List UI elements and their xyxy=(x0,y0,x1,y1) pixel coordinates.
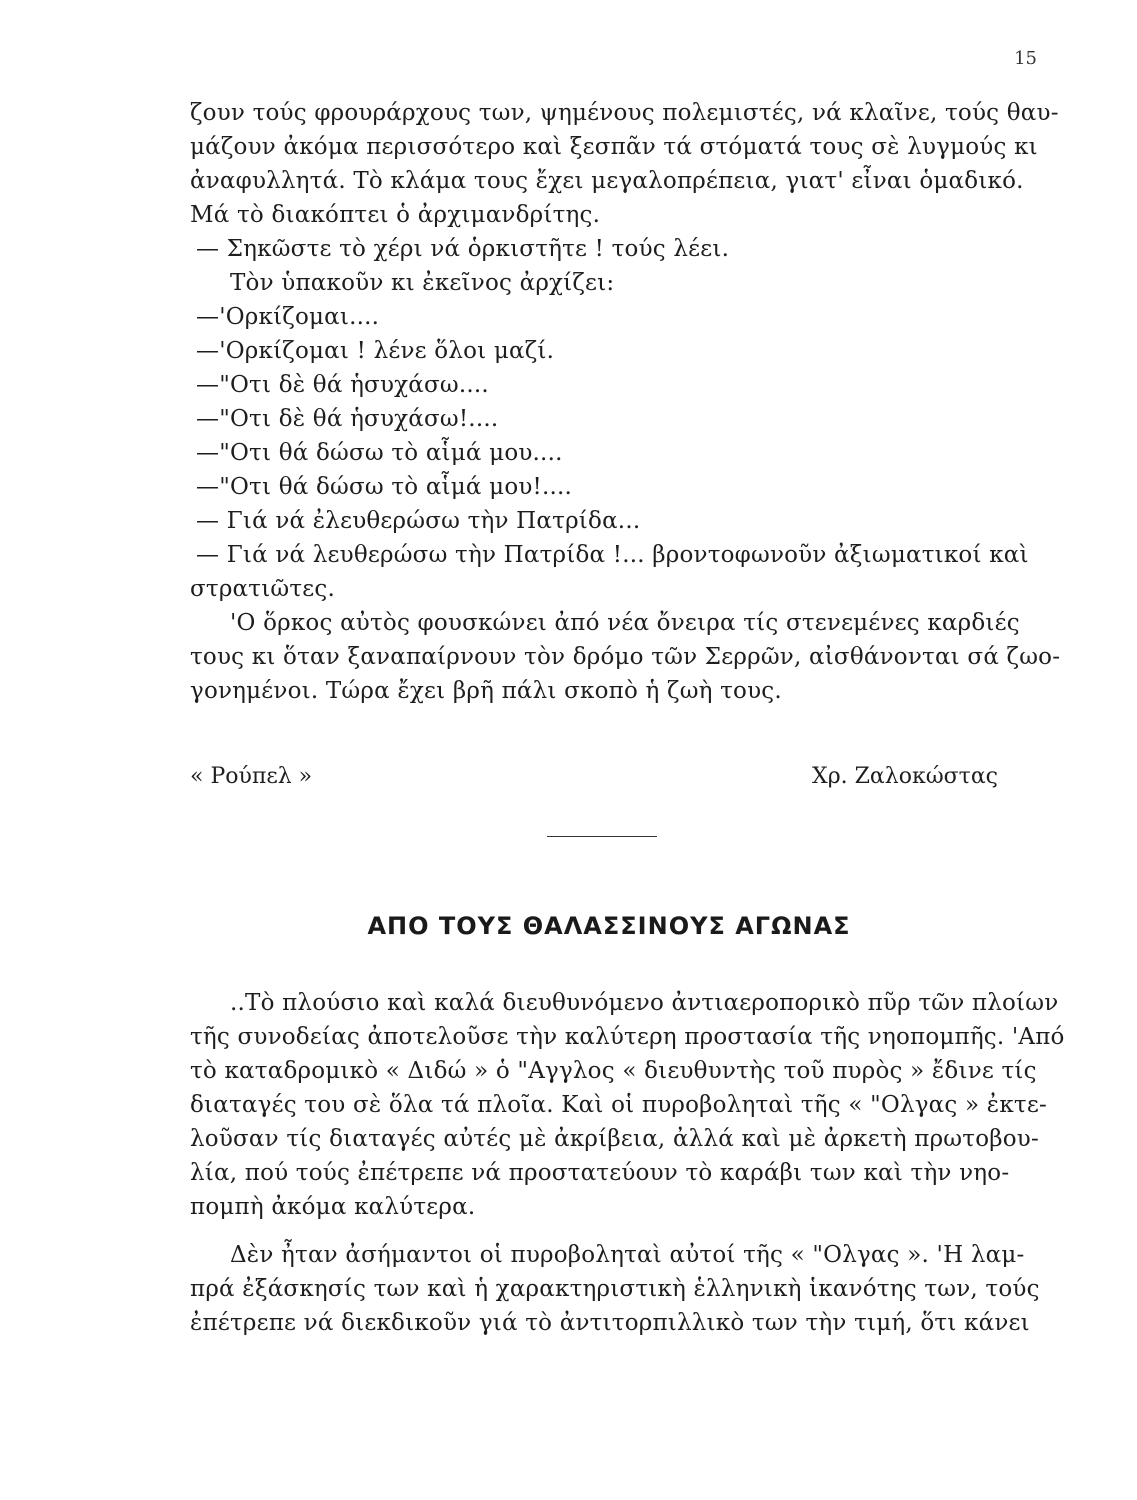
text-line: μάζουν ἀκόμα περισσότερο καὶ ξεσπᾶν τά στόματά τους σὲ λυγμούς κι xyxy=(190,134,1038,160)
text-line: ἐπέτρεπε νά διεκδικοῦν γιά τὸ ἀντιτορπιλλικὸ των τὴν τιμή, ὅτι κάνει xyxy=(190,1310,1030,1336)
page-number: 15 xyxy=(1014,48,1037,69)
text-line: λία, πού τούς ἐπέτρεπε νά προστατεύουν τὸ καράβι των καὶ τὴν νηο- xyxy=(190,1160,1010,1186)
text-line: —"Οτι δὲ θά ἡσυχάσω.... xyxy=(196,372,489,398)
text-line: πομπὴ ἀκόμα καλύτερα. xyxy=(190,1194,476,1220)
text-line: —"Οτι δὲ θά ἡσυχάσω!.... xyxy=(196,406,499,432)
text-line: ..Τὸ πλούσιο καὶ καλά διευθυνόμενο ἀντιαεροπορικὸ πῦρ τῶν πλοίων xyxy=(230,990,1059,1016)
section-title: ΑΠΟ ΤΟΥΣ ΘΑΛΑΣΣΙΝΟΥΣ ΑΓΩΝΑΣ xyxy=(367,912,851,940)
text-line: τὸ καταδρομικὸ « Διδώ » ὁ "Αγγλος « διευθυντὴς τοῦ πυρὸς » ἔδινε τίς xyxy=(190,1058,1037,1084)
text-line: — Γιά νά λευθερώσω τὴν Πατρίδα !... βροντοφωνοῦν ἀξιωματικοί καὶ xyxy=(196,542,1029,568)
text-line: Δὲν ἦταν ἀσήμαντοι οἱ πυροβοληταὶ αὐτοί τῆς « "Ολγας ». 'Η λαμ- xyxy=(230,1242,1025,1268)
text-line: ζουν τούς φρουράρχους των, ψημένους πολεμιστές, νά κλαῖνε, τούς θαυ- xyxy=(190,100,1059,126)
passage-sea-battles xyxy=(190,986,1065,1340)
text-line: —'Ορκίζομαι.... xyxy=(196,304,380,330)
text-line: —"Οτι θά δώσω τὸ αἷμά μου!.... xyxy=(196,474,573,500)
text-line: 'Ο ὅρκος αὐτὸς φουσκώνει ἀπό νέα ὄνειρα τίς στενεμένες καρδιές xyxy=(230,610,1020,636)
source-title: « Ρούπελ » xyxy=(190,764,313,789)
text-line: λοῦσαν τίς διαταγές αὐτές μὲ ἀκρίβεια, ἀλλά καὶ μὲ ἀρκετὴ πρωτοβου- xyxy=(190,1126,1039,1152)
text-line: — Σηκῶστε τὸ χέρι νά ὁρκιστῆτε ! τούς λέει. xyxy=(196,236,730,262)
author-name: Χρ. Ζαλοκώστας xyxy=(812,764,998,789)
text-line: —'Ορκίζομαι ! λένε ὅλοι μαζί. xyxy=(196,338,555,364)
text-line: — Γιά νά ἐλευθερώσω τὴν Πατρίδα... xyxy=(196,508,641,534)
text-line: —"Οτι θά δώσω τὸ αἷμά μου.... xyxy=(196,440,563,466)
text-line: διαταγές του σὲ ὅλα τά πλοῖα. Καὶ οἱ πυροβοληταὶ τῆς « "Ολγας » ἐκτε- xyxy=(190,1092,1047,1118)
text-line: τους κι ὅταν ξαναπαίρνουν τὸν δρόμο τῶν Σερρῶν, αἰσθάνονται σά ζωο- xyxy=(190,644,1061,670)
text-line: Τὸν ὑπακοῦν κι ἐκεῖνος ἀρχίζει: xyxy=(230,270,615,296)
text-line: πρά ἐξάσκησίς των καὶ ἡ χαρακτηριστικὴ ἑλληνικὴ ἱκανότης των, τούς xyxy=(190,1276,1040,1302)
text-line: στρατιῶτες. xyxy=(190,576,336,602)
text-line: τῆς συνοδείας ἀποτελοῦσε τὴν καλύτερη προστασία τῆς νηοπομπῆς. 'Από xyxy=(190,1024,1065,1050)
section-divider xyxy=(547,836,657,837)
text-line: ἀναφυλλητά. Τὸ κλάμα τους ἔχει μεγαλοπρέπεια, γιατ' εἶναι ὁμαδικό. xyxy=(190,168,1024,194)
passage-rupel xyxy=(190,96,1061,708)
text-line: γονημένοι. Τώρα ἔχει βρῆ πάλι σκοπὸ ἡ ζωὴ τους. xyxy=(190,678,782,704)
text-line: Μά τὸ διακόπτει ὁ ἀρχιμανδρίτης. xyxy=(190,202,601,228)
